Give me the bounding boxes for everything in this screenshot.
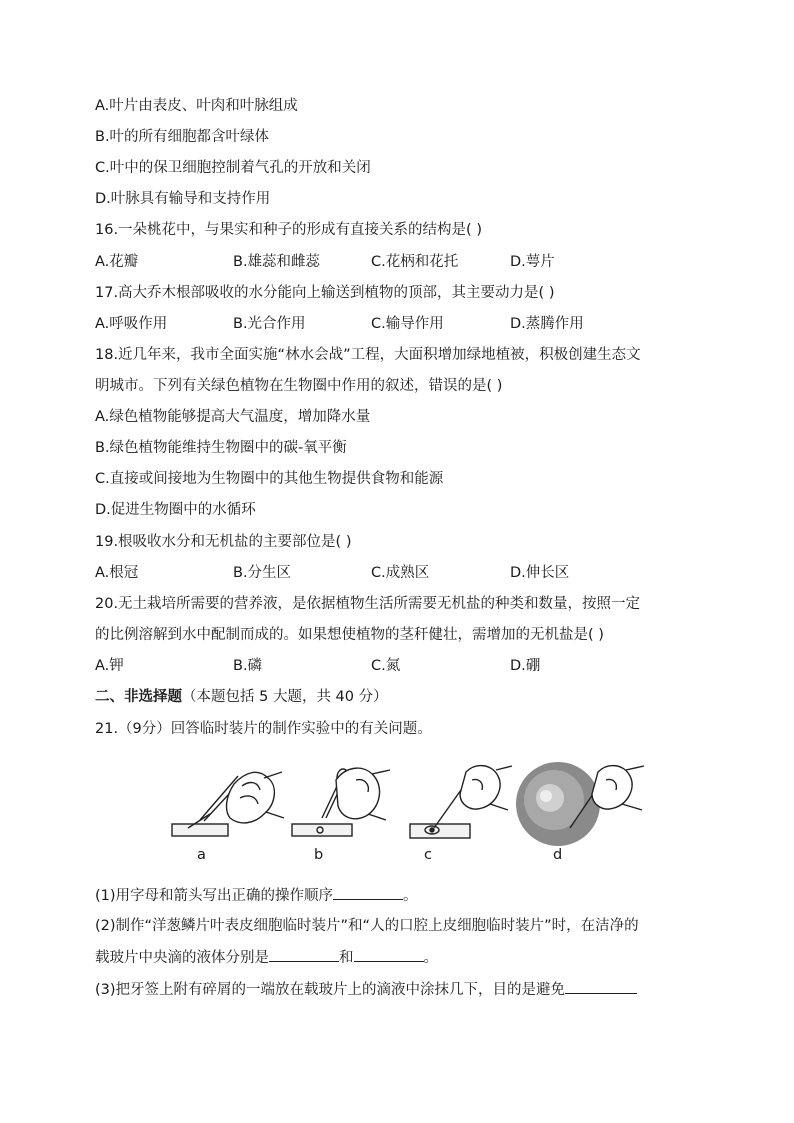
q21-sub2-text-c: 。 (423, 950, 438, 966)
q18-option-d: D.促进生物圈中的水循环 (95, 502, 256, 518)
step-a-illustration (172, 772, 284, 836)
q21-sub2-text-b: 和 (339, 950, 354, 966)
q16-stem: 16.一朵桃花中，与果实和种子的形成有直接关系的结构是( ) (95, 222, 482, 238)
q20-stem-line1: 20.无土栽培所需要的营养液，是依据植物生活所需要无机盐的种类和数量，按照一定 (95, 596, 641, 612)
q15-option-b: B.叶的所有细胞都含叶绿体 (95, 129, 270, 145)
q21-sub2-line1: (2)制作“洋葱鳞片叶表皮细胞临时装片”和“人的口腔上皮细胞临时装片”时，在洁净的 (95, 918, 639, 934)
q19-option-a: A.根冠 (95, 565, 139, 581)
q17-option-c: C.输导作用 (371, 316, 444, 332)
q16-option-b: B.雄蕊和雌蕊 (233, 254, 321, 270)
q16-option-a: A.花瓣 (95, 254, 139, 270)
q17-stem: 17.高大乔木根部吸收的水分能向上输送到植物的顶部，其主要动力是( ) (95, 285, 555, 301)
q15-option-d: D.叶脉具有输导和支持作用 (95, 191, 271, 207)
answer-blank-2[interactable] (269, 947, 339, 962)
q21-sub1-end: 。 (403, 888, 418, 904)
section-note: （本题包括 5 大题，共 40 分） (182, 689, 388, 705)
q18-stem-line1: 18.近几年来，我市全面实施“林水会战”工程，大面积增加绿地植被，积极创建生态文 (95, 347, 641, 363)
q21-stem: 21.（9分）回答临时装片的制作实验中的有关问题。 (95, 721, 432, 737)
q17-option-b: B.光合作用 (233, 316, 306, 332)
q19-option-c: C.成熟区 (371, 565, 430, 581)
q21-sub3 (95, 979, 637, 1000)
answer-blank-1[interactable] (333, 885, 403, 900)
q21-sub1-text: (1)用字母和箭头写出正确的操作顺序 (95, 888, 334, 904)
section-heading (95, 687, 388, 707)
q18-option-c: C.直接或间接地为生物圈中的其他生物提供食物和能源 (95, 471, 444, 487)
q18-option-a: A.绿色植物能够提高大气温度，增加降水量 (95, 409, 371, 425)
q21-sub3-text: (3)把牙签上附有碎屑的一端放在载玻片上的滴液中涂抹几下，目的是避免 (95, 982, 566, 998)
q19-option-b: B.分生区 (233, 565, 292, 581)
q15-option-c: C.叶中的保卫细胞控制着气孔的开放和关闭 (95, 160, 371, 176)
step-c-illustration (410, 766, 512, 838)
q20-option-c: C.氮 (371, 658, 401, 674)
q16-option-c: C.花柄和花托 (371, 254, 459, 270)
section-title: 二、非选择题 (95, 689, 182, 705)
answer-blank-4[interactable] (565, 979, 637, 994)
figure-label-b: b (314, 847, 324, 863)
q18-option-b: B.绿色植物能维持生物圈中的碳-氧平衡 (95, 440, 347, 456)
q20-option-a: A.钾 (95, 658, 124, 674)
q16-option-d: D.萼片 (510, 254, 555, 270)
figure-label-d: d (553, 847, 563, 863)
q19-stem: 19.根吸收水分和无机盐的主要部位是( ) (95, 534, 352, 550)
figure-label-c: c (424, 847, 432, 863)
q17-option-a: A.呼吸作用 (95, 316, 168, 332)
q20-option-b: B.磷 (233, 658, 263, 674)
q21-sub2-text-a: 载玻片中央滴的液体分别是 (95, 950, 269, 966)
q17-option-d: D.蒸腾作用 (510, 316, 584, 332)
slide-preparation-figure (160, 758, 650, 868)
q21-sub2-line2 (95, 947, 438, 968)
q20-stem-line2: 的比例溶解到水中配制而成的。如果想使植物的茎秆健壮，需增加的无机盐是( ) (95, 627, 604, 643)
q15-option-a: A.叶片由表皮、叶肉和叶脉组成 (95, 98, 298, 114)
q20-option-d: D.硼 (510, 658, 541, 674)
q18-stem-line2: 明城市。下列有关绿色植物在生物圈中作用的叙述，错误的是( ) (95, 378, 503, 394)
step-b-illustration (292, 768, 390, 836)
q21-sub1 (95, 885, 418, 906)
q19-option-d: D.伸长区 (510, 565, 570, 581)
answer-blank-3[interactable] (354, 947, 424, 962)
figure-label-a: a (197, 847, 206, 863)
step-d-illustration (516, 762, 644, 846)
